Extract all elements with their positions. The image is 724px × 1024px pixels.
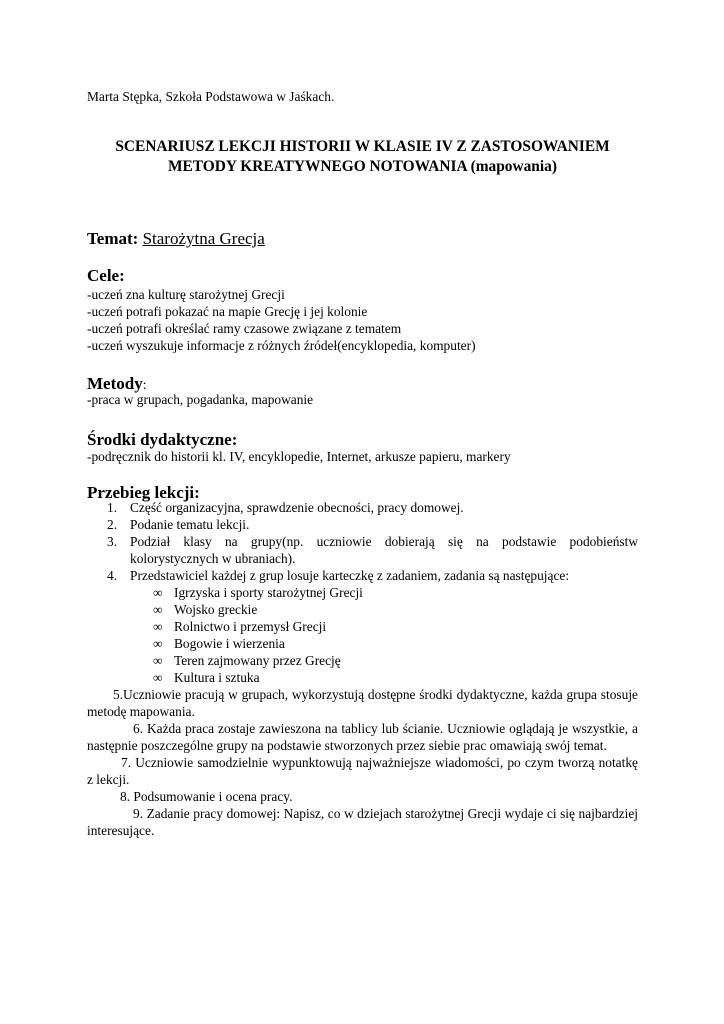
methods-heading-colon: : — [142, 377, 147, 392]
step-text: Uczniowie samodzielnie wypunktowują najważniejsze wiadomości, po czym tworzą notatkę z lekcji. — [87, 755, 638, 787]
step-paragraph — [87, 754, 638, 788]
task-text: Wojsko greckie — [174, 602, 258, 617]
lesson-flow-heading: Przebieg lekcji: — [87, 483, 200, 502]
step-number: 1. — [107, 500, 118, 515]
step-text: Podsumowanie i ocena pracy. — [133, 789, 293, 804]
infinity-bullet-icon: ∞ — [153, 653, 163, 668]
step-paragraph — [87, 788, 638, 805]
task-text: Bogowie i wierzenia — [174, 636, 285, 651]
step-text: Podanie tematu lekcji. — [130, 517, 250, 532]
step-text: Każda praca zostaje zawieszona na tablicy lub ścianie. Uczniowie oglądają je wszystkie, a następnie poszczególne grupy na podstawie stworzonych przez siebie prac omawiają swój temat. — [87, 721, 638, 753]
lesson-steps — [87, 499, 638, 839]
task-text: Rolnictwo i przemysł Grecji — [174, 619, 327, 634]
step-item — [87, 533, 638, 567]
author-line: Marta Stępka, Szkoła Podstawowa w Jaśkach. — [87, 89, 335, 104]
goal-item: -uczeń wyszukuje informacje z różnych źródeł(encyklopedia, komputer) — [87, 338, 476, 353]
step-text: Zadanie pracy domowej: Napisz, co w dziejach starożytnej Grecji wydaje ci się najbardziej interesujące. — [87, 806, 638, 838]
task-item — [153, 584, 638, 601]
step-item — [87, 499, 638, 516]
topic-value: Starożytna Grecja — [142, 229, 265, 248]
task-text: Teren zajmowany przez Grecję — [174, 653, 341, 668]
infinity-bullet-icon: ∞ — [153, 585, 163, 600]
step-number: 4. — [107, 568, 118, 583]
step-text: Przedstawiciel każdej z grup losuje karteczkę z zadaniem, zadania są następujące: — [130, 568, 570, 583]
methods-heading-text: Metody — [87, 374, 143, 393]
infinity-bullet-icon: ∞ — [153, 670, 163, 685]
document-title — [87, 137, 638, 177]
task-item — [153, 635, 638, 652]
topic-label: Temat: — [87, 229, 139, 248]
task-item — [153, 669, 638, 686]
step-number: 5. — [113, 687, 124, 702]
task-item — [153, 618, 638, 635]
goal-item: -uczeń potrafi określać ramy czasowe związane z tematem — [87, 321, 402, 336]
step-number: 8. — [120, 789, 131, 804]
task-item — [153, 601, 638, 618]
step-paragraph — [87, 686, 638, 720]
step-item — [87, 567, 638, 584]
infinity-bullet-icon: ∞ — [153, 619, 163, 634]
step-text: Uczniowie pracują w grupach, wykorzystują dostępne środki dydaktyczne, każda grupa stosuje metodę mapowania. — [87, 687, 638, 719]
topic-line — [87, 229, 265, 249]
infinity-bullet-icon: ∞ — [153, 602, 163, 617]
goal-item: -uczeń potrafi pokazać na mapie Grecję i jej kolonie — [87, 304, 368, 319]
step-number: 7. — [121, 755, 132, 770]
teaching-aids-text: -podręcznik do historii kl. IV, encyklopedie, Internet, arkusze papieru, markery — [87, 449, 511, 464]
task-text: Kultura i sztuka — [174, 670, 260, 685]
goals-list — [87, 286, 642, 354]
step-number: 9. — [133, 806, 144, 821]
teaching-aids-heading: Środki dydaktyczne: — [87, 430, 238, 449]
goal-item: -uczeń zna kulturę starożytnej Grecji — [87, 287, 285, 302]
task-item — [153, 652, 638, 669]
step-text: Podział klasy na grupy(np. uczniowie dobierają się na podstawie podobieństw kolorystycznych w ubraniach). — [130, 534, 638, 566]
step-number: 6. — [133, 721, 144, 736]
step-paragraph — [87, 805, 638, 839]
step-item — [87, 516, 638, 533]
methods-text: -praca w grupach, pogadanka, mapowanie — [87, 392, 314, 407]
step-text: Część organizacyjna, sprawdzenie obecności, pracy domowej. — [130, 500, 464, 515]
infinity-bullet-icon: ∞ — [153, 636, 163, 651]
step-number: 3. — [107, 534, 118, 549]
goals-heading: Cele: — [87, 266, 125, 285]
task-list — [87, 584, 638, 686]
title-line-2: METODY KREATYWNEGO NOTOWANIA (mapowania) — [168, 158, 557, 175]
task-text: Igrzyska i sporty starożytnej Grecji — [174, 585, 363, 600]
title-line-1: SCENARIUSZ LEKCJI HISTORII W KLASIE IV Z ZASTOSOWANIEM — [115, 138, 610, 155]
step-paragraph — [87, 720, 638, 754]
step-number: 2. — [107, 517, 118, 532]
